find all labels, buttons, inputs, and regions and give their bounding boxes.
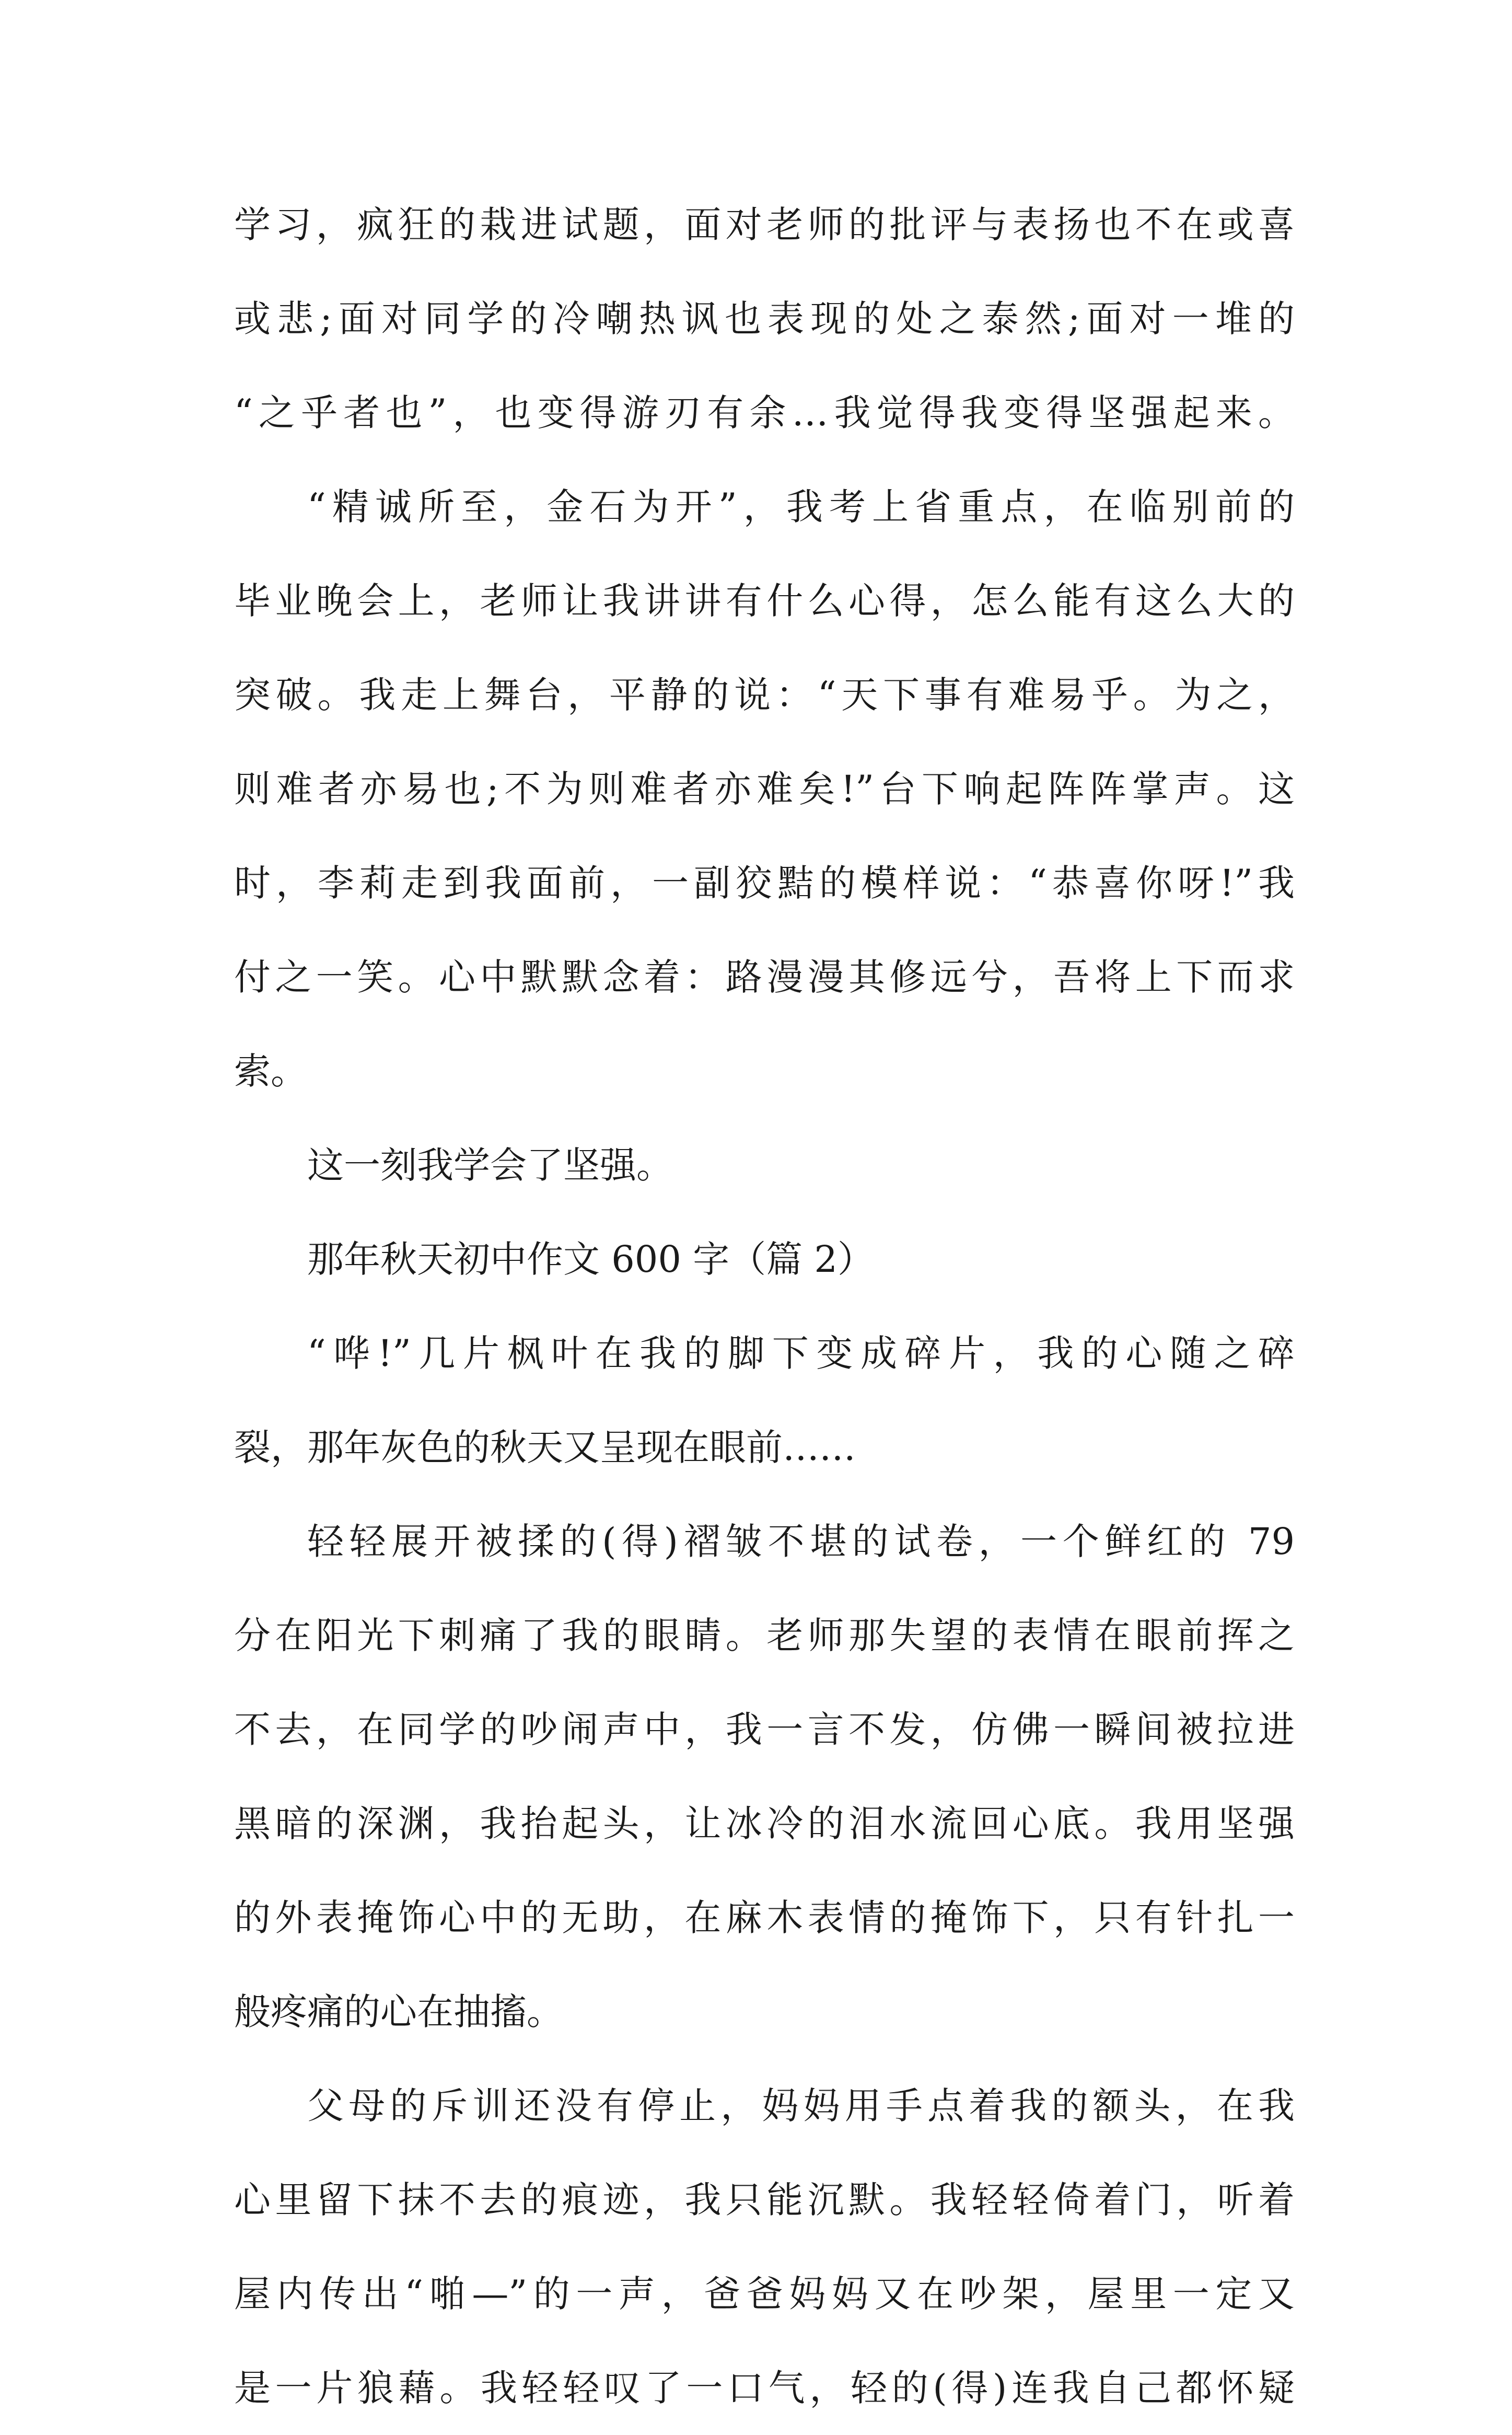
text-line: 毕业晚会上，老师让我讲讲有什么心得，怎么能有这么大的 bbox=[234, 579, 1295, 622]
text-line: 黑暗的深渊，我抬起头，让冰冷的泪水流回心底。我用坚强 bbox=[234, 1802, 1295, 1845]
text-line: 学习，疯狂的栽进试题，面对老师的批评与表扬也不在或喜 bbox=[234, 203, 1295, 246]
text-line: “之乎者也”，也变得游刃有余…我觉得我变得坚强起来。 bbox=[234, 391, 1295, 434]
text-line: 屋内传出“啪—”的一声，爸爸妈妈又在吵架，屋里一定又 bbox=[234, 2272, 1295, 2315]
paragraph-first-line: “精诚所至，金石为开”，我考上省重点，在临别前的 bbox=[307, 485, 1295, 528]
essay-text bbox=[234, 178, 1295, 2435]
text-line: 的外表掩饰心中的无助，在麻木表情的掩饰下，只有针扎一 bbox=[234, 1896, 1295, 1939]
text-line: 心里留下抹不去的痕迹，我只能沉默。我轻轻倚着门，听着 bbox=[234, 2178, 1295, 2221]
text-line: 或悲;面对同学的冷嘲热讽也表现的处之泰然;面对一堆的 bbox=[234, 297, 1295, 340]
text-line: 索。 bbox=[234, 1050, 307, 1093]
text-line: 付之一笑。心中默默念着：路漫漫其修远兮，吾将上下而求 bbox=[234, 956, 1295, 999]
paragraph-first-line: 轻轻展开被揉的(得)褶皱不堪的试卷，一个鲜红的 79 bbox=[307, 1520, 1295, 1563]
text-line: 般疼痛的心在抽搐。 bbox=[234, 1990, 563, 2033]
text-line: 裂，那年灰色的秋天又呈现在眼前…… bbox=[234, 1426, 856, 1469]
text-line: 分在阳光下刺痛了我的眼睛。老师那失望的表情在眼前挥之 bbox=[234, 1614, 1295, 1657]
text-line: 是一片狼藉。我轻轻叹了一口气，轻的(得)连我自己都怀疑 bbox=[234, 2367, 1295, 2409]
paragraph-first-line: “哗!”几片枫叶在我的脚下变成碎片，我的心随之碎 bbox=[307, 1332, 1295, 1375]
text-line: 则难者亦易也;不为则难者亦难矣!”台下响起阵阵掌声。这 bbox=[234, 768, 1295, 810]
text-line: 不去，在同学的吵闹声中，我一言不发，仿佛一瞬间被拉进 bbox=[234, 1708, 1295, 1751]
text-line: 时，李莉走到我面前，一副狡黠的模样说：“恭喜你呀!”我 bbox=[234, 862, 1295, 905]
text-line: 突破。我走上舞台，平静的说：“天下事有难易乎。为之， bbox=[234, 674, 1295, 716]
paragraph-first-line: 这一刻我学会了坚强。 bbox=[307, 1144, 673, 1187]
section-heading: 那年秋天初中作文 600 字（篇 2） bbox=[307, 1238, 874, 1281]
paragraph-first-line: 父母的斥训还没有停止，妈妈用手点着我的额头，在我 bbox=[307, 2084, 1295, 2127]
